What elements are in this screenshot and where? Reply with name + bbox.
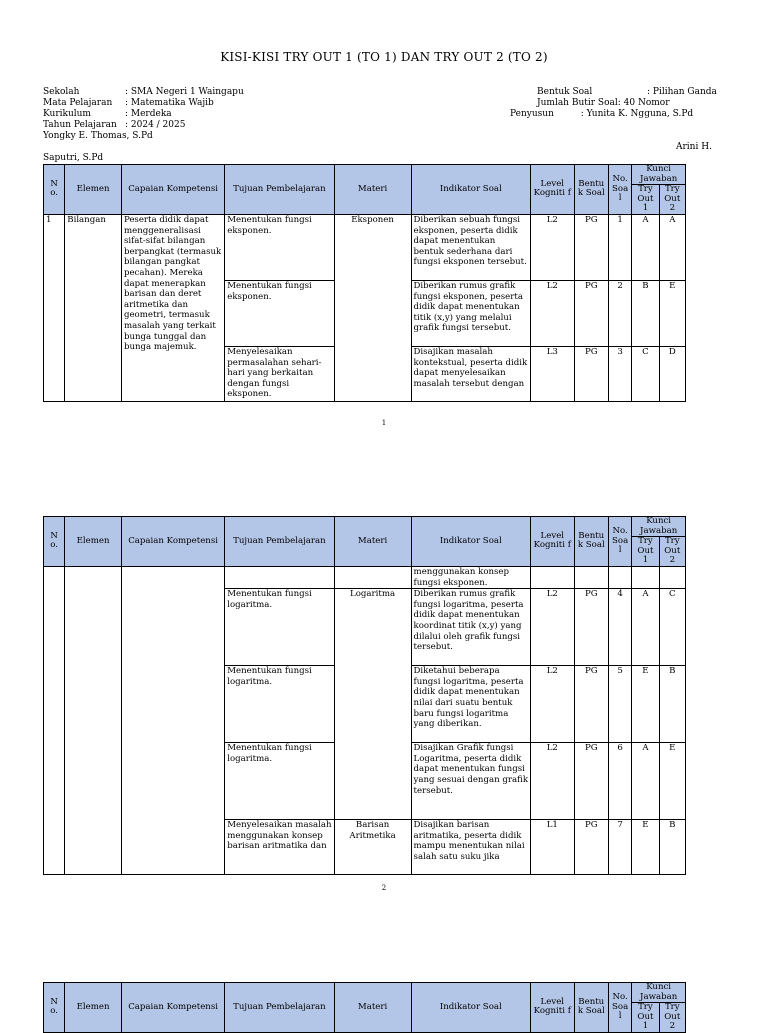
info-label: Sekolah [43, 87, 80, 97]
compiler-info [510, 109, 693, 120]
info-label: Mata Pelajaran [43, 98, 113, 108]
cell-nosoal [608, 566, 631, 588]
cell-level: L2 [531, 280, 575, 346]
col-header-level: Level Kogniti f [531, 983, 575, 1033]
cell-indikator: menggunakan konsep fungsi eksponen. [411, 566, 530, 588]
cell-to2 [659, 566, 685, 588]
col-header-capaian: Capaian Kompetensi [121, 517, 224, 567]
cell-level: L2 [531, 214, 575, 280]
cell-to2: E [659, 280, 685, 346]
cell-tujuan: Menyelesaikan masalah menggunakan konsep barisan aritmatika dan [225, 820, 334, 875]
cell-bentuk: PG [574, 589, 608, 666]
cell-to1: B [632, 280, 659, 346]
cell-level: L2 [531, 743, 575, 820]
cell-capaian: Peserta didik dapat menggeneralisasi sifat-sifat bilangan berpangkat (termasuk bilangan pangkat pecahan). Mereka dapat menerapkan barisan dan deret aritmetika dan geometri, termasuk masalah yang terkait bunga tunggal dan bunga majemuk. [121, 214, 224, 401]
col-header-elemen: Elemen [65, 517, 122, 567]
col-header-indikator: Indikator Soal [411, 983, 530, 1033]
cell-to2: E [659, 743, 685, 820]
cell-to2: A [659, 214, 685, 280]
cell-bentuk: PG [574, 346, 608, 401]
grid-table-page-3 [43, 982, 686, 1033]
col-header-indikator: Indikator Soal [411, 517, 530, 567]
cell-to2: D [659, 346, 685, 401]
col-header-to1: Try Out 1 [632, 185, 659, 215]
cell-to2: B [659, 666, 685, 743]
info-value: : Yunita K. Ngguna, S.Pd [580, 109, 694, 119]
col-header-capaian: Capaian Kompetensi [121, 165, 224, 215]
cell-to1: A [632, 743, 659, 820]
info-value: : Matematika Wajib [125, 98, 214, 108]
info-row-year [43, 120, 244, 131]
cell-capaian [121, 566, 224, 874]
col-header-level: Level Kogniti f [531, 165, 575, 215]
col-header-materi: Materi [334, 517, 411, 567]
grid-table-page-1 [43, 164, 686, 402]
cell-materi: Logaritma [334, 589, 411, 820]
cell-materi: Eksponen [334, 214, 411, 401]
cell-to1 [632, 566, 659, 588]
info-row-curriculum [43, 109, 244, 120]
cell-indikator: Diberikan rumus grafik fungsi logaritma, peserta didik dapat menentukan koordinat titik (x,y) yang dilalui oleh grafik fungsi tersebut. [411, 589, 530, 666]
col-header-to2: Try Out 2 [659, 1003, 685, 1033]
col-header-bentuk: Bentu k Soal [574, 517, 608, 567]
cell-indikator: Diberikan sebuah fungsi eksponen, peserta didik dapat menentukan bentuk sederhana dari fungsi eksponen tersebut. [411, 214, 530, 280]
info-value: : 2024 / 2025 [125, 120, 186, 130]
cell-tujuan [225, 566, 334, 588]
cell-elemen [65, 566, 122, 874]
cell-tujuan: Menentukan fungsi logaritma. [225, 666, 334, 743]
cell-bentuk: PG [574, 280, 608, 346]
cell-level: L2 [531, 589, 575, 666]
info-label: Penyusun [510, 109, 554, 119]
col-header-kunci: Kunci Jawaban [632, 165, 686, 185]
cell-level: L1 [531, 820, 575, 875]
cell-to2: C [659, 589, 685, 666]
col-header-tujuan: Tujuan Pembelajaran [225, 983, 334, 1033]
table-row [44, 566, 686, 588]
cell-to1: A [632, 589, 659, 666]
cell-tujuan: Menentukan fungsi eksponen. [225, 280, 334, 346]
col-header-nosoal: No. Soa l [608, 165, 631, 215]
col-header-no: N o. [44, 517, 65, 567]
col-header-elemen: Elemen [65, 983, 122, 1033]
info-value: : Pilihan Ganda [647, 87, 717, 97]
cell-nosoal: 1 [608, 214, 631, 280]
cell-tujuan: Menentukan fungsi eksponen. [225, 214, 334, 280]
author-name-2: Arini H. [676, 142, 712, 152]
cell-level: L2 [531, 666, 575, 743]
info-row-school [43, 87, 244, 98]
cell-nosoal: 4 [608, 589, 631, 666]
col-header-no: N o. [44, 165, 65, 215]
col-header-tujuan: Tujuan Pembelajaran [225, 517, 334, 567]
col-header-nosoal: No. Soa l [608, 517, 631, 567]
page-number: 1 [381, 419, 387, 427]
cell-nosoal: 3 [608, 346, 631, 401]
grid-table-page-2 [43, 516, 686, 875]
cell-level: L3 [531, 346, 575, 401]
cell-materi [334, 566, 411, 588]
cell-indikator: Disajikan barisan aritmatika, peserta didik mampu menentukan nilai salah satu suku jika [411, 820, 530, 875]
cell-to2: B [659, 820, 685, 875]
info-label: Kurikulum [43, 109, 91, 119]
col-header-bentuk: Bentu k Soal [574, 983, 608, 1033]
cell-nosoal: 7 [608, 820, 631, 875]
cell-no: 1 [44, 214, 65, 401]
cell-indikator: Disajikan Grafik fungsi Logaritma, peserta didik dapat menentukan fungsi yang sesuai dengan grafik tersebut. [411, 743, 530, 820]
cell-indikator: Diketahui beberapa fungsi logaritma, peserta didik dapat menentukan nilai dari suatu bentuk baru fungsi logaritma yang diberikan. [411, 666, 530, 743]
cell-bentuk: PG [574, 214, 608, 280]
col-header-no: N o. [44, 983, 65, 1033]
col-header-to1: Try Out 1 [632, 537, 659, 567]
col-header-to1: Try Out 1 [632, 1003, 659, 1033]
cell-materi: Barisan Aritmetika [334, 820, 411, 875]
page-number: 2 [381, 884, 387, 892]
cell-indikator: Diberikan rumus grafik fungsi eksponen, peserta didik dapat menentukan titik (x,y) yang melalui grafik fungsi tersebut. [411, 280, 530, 346]
cell-nosoal: 6 [608, 743, 631, 820]
question-count: Jumlah Butir Soal: 40 Nomor [537, 98, 670, 108]
col-header-to2: Try Out 2 [659, 185, 685, 215]
col-header-kunci: Kunci Jawaban [632, 517, 686, 537]
question-type-info [537, 87, 717, 98]
col-header-indikator: Indikator Soal [411, 165, 530, 215]
info-row-subject [43, 98, 244, 109]
col-header-elemen: Elemen [65, 165, 122, 215]
cell-to1: C [632, 346, 659, 401]
col-header-to2: Try Out 2 [659, 537, 685, 567]
author-name: Yongky E. Thomas, S.Pd [43, 131, 153, 141]
cell-to1: E [632, 820, 659, 875]
col-header-materi: Materi [334, 165, 411, 215]
cell-nosoal: 5 [608, 666, 631, 743]
info-label: Tahun Pelajaran [43, 120, 117, 130]
cell-nosoal: 2 [608, 280, 631, 346]
cell-level [531, 566, 575, 588]
cell-bentuk: PG [574, 743, 608, 820]
info-value: : Merdeka [125, 109, 172, 119]
info-label: Bentuk Soal [537, 87, 593, 97]
col-header-capaian: Capaian Kompetensi [121, 983, 224, 1033]
cell-bentuk: PG [574, 666, 608, 743]
col-header-level: Level Kogniti f [531, 517, 575, 567]
cell-bentuk [574, 566, 608, 588]
cell-indikator: Disajikan masalah kontekstual, peserta didik dapat menyelesaikan masalah tersebut dengan [411, 346, 530, 401]
col-header-materi: Materi [334, 983, 411, 1033]
cell-bentuk: PG [574, 820, 608, 875]
cell-elemen: Bilangan [65, 214, 122, 401]
col-header-kunci: Kunci Jawaban [632, 983, 686, 1003]
cell-to1: E [632, 666, 659, 743]
cell-tujuan: Menentukan fungsi logaritma. [225, 743, 334, 820]
cell-tujuan: Menentukan fungsi logaritma. [225, 589, 334, 666]
col-header-bentuk: Bentu k Soal [574, 165, 608, 215]
document-title: KISI-KISI TRY OUT 1 (TO 1) DAN TRY OUT 2 (TO 2) [220, 50, 548, 64]
cell-no [44, 566, 65, 874]
author-name-3: Saputri, S.Pd [43, 153, 104, 163]
col-header-nosoal: No. Soa l [608, 983, 631, 1033]
table-row [44, 214, 686, 280]
cell-to1: A [632, 214, 659, 280]
info-value: : SMA Negeri 1 Waingapu [125, 87, 244, 97]
col-header-tujuan: Tujuan Pembelajaran [225, 165, 334, 215]
cell-tujuan: Menyelesaikan permasalahan sehari-hari yang berkaitan dengan fungsi eksponen. [225, 346, 334, 401]
school-info [43, 87, 244, 142]
